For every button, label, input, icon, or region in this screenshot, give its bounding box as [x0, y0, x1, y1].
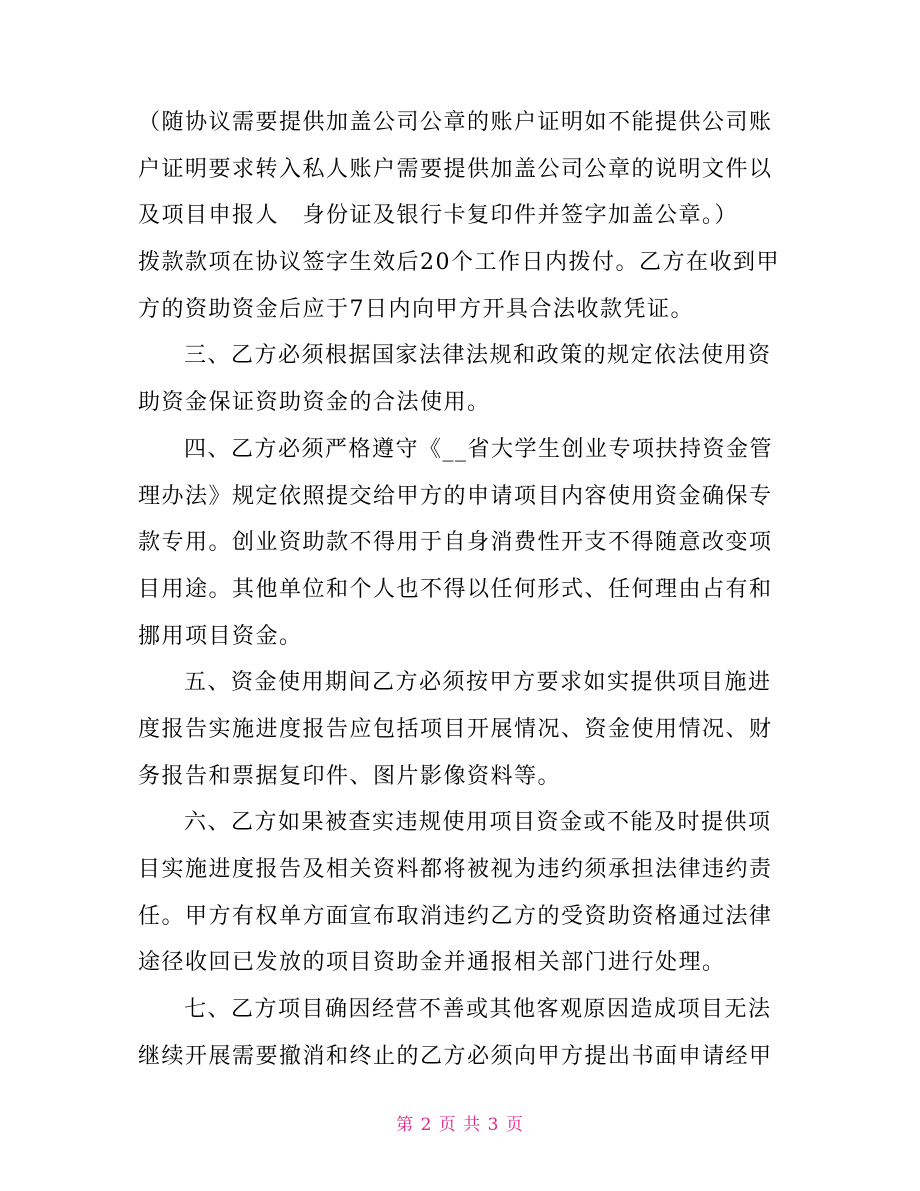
clause-5-line: 度报告实施进度报告应包括项目开展情况、资金使用情况、财 [138, 716, 773, 742]
clause-4-line: 四、乙方必须严格遵守《__省大学生创业专项扶持资金管 [184, 436, 774, 462]
clause-6-line: 任。甲方有权单方面宣布取消违约乙方的受资助资格通过法律 [138, 903, 773, 929]
page-number: 第 2 页 共 3 页 [396, 1115, 524, 1135]
clause-3-line: 助资金保证资助资金的合法使用。 [138, 390, 491, 416]
clause-4-line: 款专用。创业资助款不得用于自身消费性开支不得随意改变项 [138, 530, 773, 556]
clause-6-line: 目实施进度报告及相关资料都将被视为违约须承担法律违约责 [138, 857, 773, 882]
clause-4-line: 目用途。其他单位和个人也不得以任何形式、任何理由占有和 [138, 576, 773, 602]
clause-4-line: 挪用项目资金。 [138, 623, 303, 649]
text-line: 户证明要求转入私人账户需要提供加盖公司公章的说明文件以 [138, 156, 773, 182]
clause-6-line: 六、乙方如果被查实违规使用项目资金或不能及时提供项 [184, 810, 772, 836]
clause-3-line: 三、乙方必须根据国家法律法规和政策的规定依法使用资 [184, 343, 772, 369]
clause-6-line: 途径收回已发放的项目资助金并通报相关部门进行处理。 [138, 950, 726, 976]
clause-4-line: 理办法》规定依照提交给甲方的申请项目内容使用资金确保专 [138, 483, 773, 509]
clause-5-line: 五、资金使用期间乙方必须按甲方要求如实提供项目施进 [184, 670, 772, 696]
clause-5-line: 务报告和票据复印件、图片影像资料等。 [138, 763, 562, 789]
text-line: 及项目申报人 身份证及银行卡复印件并签字加盖公章。） [138, 203, 739, 229]
document-body [138, 100, 786, 1080]
clause-7-line: 七、乙方项目确因经营不善或其他客观原因造成项目无法 [184, 997, 772, 1023]
text-line: 方的资助资金后应于7日内向甲方开具合法收款凭证。 [138, 296, 694, 322]
text-line: （随协议需要提供加盖公司公章的账户证明如不能提供公司账 [138, 110, 773, 135]
clause-7-line: 继续开展需要撤消和终止的乙方必须向甲方提出书面申请经甲 [138, 1043, 773, 1069]
text-line: 拨款款项在协议签字生效后20个工作日内拨付。乙方在收到甲 [138, 250, 780, 276]
